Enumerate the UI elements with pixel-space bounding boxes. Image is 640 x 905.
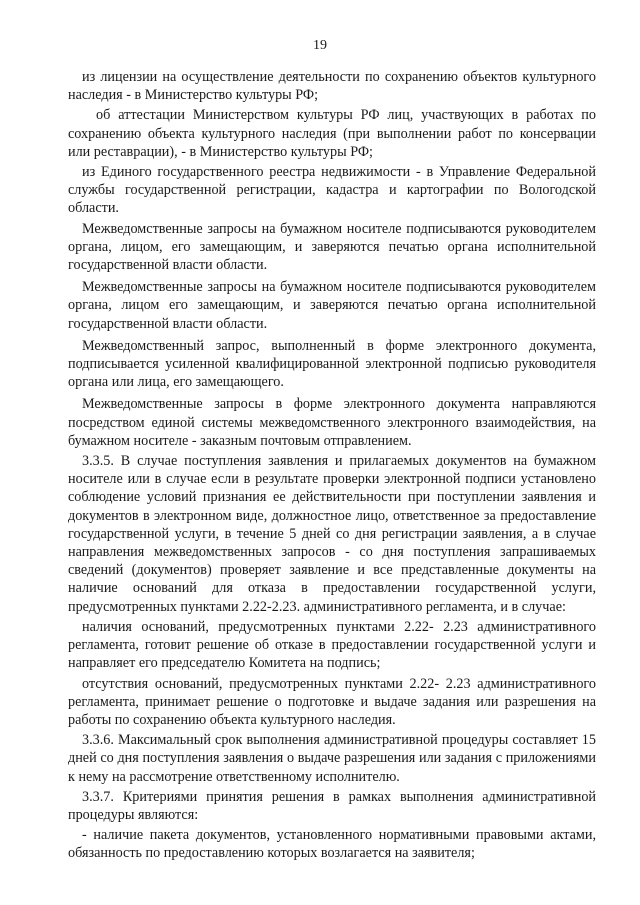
page-number: 19: [313, 38, 327, 53]
paragraph-attestation: об аттестации Министерством культуры РФ лиц, участвующих в работах по сохранению объекта культурного наследия (при выполнении работ по консервации или реставрации), - в Министерство культуры РФ;: [68, 107, 596, 160]
paragraph-no-grounds: отсутствия оснований, предусмотренных пунктами 2.22- 2.23 административного регламента, принимает решение о подготовке и выдаче задания или разрешения на работы по сохранению объекта культурного наследия.: [68, 675, 596, 728]
paragraph-electronic-delivery: Межведомственные запросы в форме электронного документа направляются посредством единой системы межведомственного электронного взаимодействия, на бумажном носителе - заказным почтовым отправлением.: [68, 396, 596, 449]
paragraph-3-3-7: 3.3.7. Критериями принятия решения в рамках выполнения административной процедуры являются:: [68, 788, 596, 823]
paragraph-paper-requests-1: Межведомственные запросы на бумажном носителе подписываются руководителем органа, лицом, его замещающим, и заверяются печатью органа исполнительной государственной власти области.: [68, 220, 596, 274]
paragraph-registry: из Единого государственного реестра недвижимости - в Управление Федеральной службы государственной регистрации, кадастра и картографии по Вологодской области.: [68, 164, 596, 217]
paragraph-3-3-5: 3.3.5. В случае поступления заявления и прилагаемых документов на бумажном носителе или в случае если в результате проверки электронной подписи установлено соблюдение условий признания ее действительности при поступлении заявления и документов в электронном виде, должностное лицо, ответственное за предоставление государственной услуги, в течение 5 дней со дня регистрации заявления, а в случае направления межведомственных запросов - со дня поступления запрашиваемых сведений (документов) проверяет заявление и все представленные документы на наличие оснований для отказа в предоставлении государственной услуги, предусмотренных пунктами 2.22-2.23. административного регламента, и в случае:: [68, 453, 596, 615]
paragraph-criteria-item: - наличие пакета документов, установленного нормативными правовыми актами, обязанность по предоставлению которых возлагается на заявителя;: [68, 827, 596, 862]
paragraph-refusal: наличия оснований, предусмотренных пунктами 2.22- 2.23 административного регламента, готовит решение об отказе в предоставлении государственной услуги и направляет его председателю Комитета на подпись;: [68, 618, 596, 672]
paragraph-paper-requests-2: Межведомственные запросы на бумажном носителе подписываются руководителем органа, лицом его замещающим, и заверяются печатью органа исполнительной государственной власти области.: [68, 279, 596, 332]
paragraph-electronic-request: Межведомственный запрос, выполненный в форме электронного документа, подписывается усиленной квалифицированной электронной подписью руководителя органа или лица, его замещающего.: [68, 337, 596, 391]
page-body: [68, 68, 596, 865]
paragraph-3-3-6: 3.3.6. Максимальный срок выполнения административной процедуры составляет 15 дней со дня поступления заявления о выдаче разрешения или задания с приложениями к нему на рассмотрение ответственному исполнителю.: [68, 732, 596, 785]
paragraph-license: из лицензии на осуществление деятельности по сохранению объектов культурного наследия - в Министерство культуры РФ;: [68, 69, 596, 104]
